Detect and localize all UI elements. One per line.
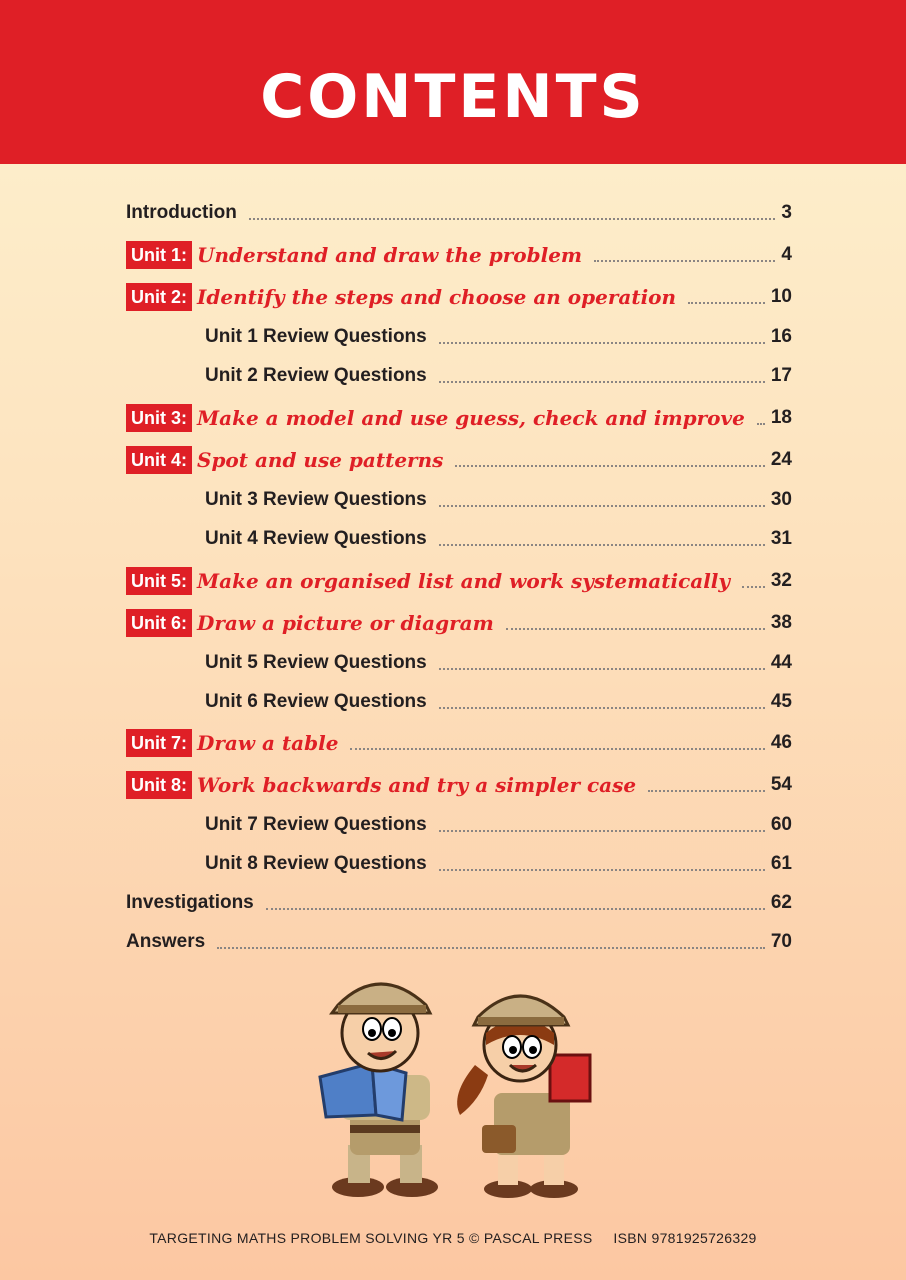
dot-leader [757, 423, 765, 425]
toc-page-number: 18 [770, 407, 792, 428]
toc-entry-section [126, 926, 792, 958]
toc-entry-unit [126, 239, 792, 271]
toc-entry-title: Answers [126, 931, 206, 952]
toc-page-number: 44 [770, 652, 792, 673]
page-title: CONTENTS [260, 62, 646, 132]
toc-page-number: 60 [770, 814, 792, 835]
girl-explorer-icon [457, 996, 590, 1198]
toc-entry-review [205, 523, 792, 555]
dot-leader [350, 748, 764, 750]
toc-page-number: 32 [770, 570, 792, 591]
dot-leader [455, 465, 764, 467]
dot-leader [742, 586, 765, 588]
dot-leader [648, 790, 765, 792]
dot-leader [506, 628, 765, 630]
toc-entry-title: Unit 6 Review Questions [205, 691, 427, 712]
toc-page-number: 61 [770, 853, 792, 874]
unit-badge: Unit 8: [126, 771, 192, 799]
unit-badge: Unit 4: [126, 446, 192, 474]
dot-leader [439, 381, 765, 383]
toc-entry-review [205, 321, 792, 353]
dot-leader [217, 947, 765, 949]
toc-entry-review [205, 848, 792, 880]
unit-badge: Unit 1: [126, 241, 192, 269]
dot-leader [266, 908, 765, 910]
unit-badge: Unit 5: [126, 567, 192, 595]
toc-entry-title: Make a model and use guess, check and improve [197, 406, 745, 430]
toc-page-number: 46 [770, 732, 792, 753]
toc-entry-review [205, 360, 792, 392]
unit-badge: Unit 6: [126, 609, 192, 637]
toc-page-number: 10 [770, 286, 792, 307]
toc-entry-section [126, 197, 792, 229]
toc-page-number: 70 [770, 931, 792, 952]
toc-page-number: 17 [770, 365, 792, 386]
explorer-kids-reading-illustration [310, 965, 610, 1205]
toc-entry-title: Introduction [126, 202, 237, 223]
toc-page-number: 45 [770, 691, 792, 712]
toc-entry-title: Draw a table [197, 731, 339, 755]
toc-page-number: 31 [770, 528, 792, 549]
toc-entry-title: Work backwards and try a simpler case [197, 773, 637, 797]
toc-page-number: 62 [770, 892, 792, 913]
toc-entry-title: Unit 8 Review Questions [205, 853, 427, 874]
dot-leader [594, 260, 775, 262]
dot-leader [439, 830, 765, 832]
toc-entry-unit [126, 565, 792, 597]
toc-page-number: 16 [770, 326, 792, 347]
toc-entry-title: Understand and draw the problem [197, 243, 583, 267]
toc-page-number: 30 [770, 489, 792, 510]
toc-entry-title: Make an organised list and work systematically [197, 569, 731, 593]
toc-entry-unit [126, 444, 792, 476]
dot-leader [439, 544, 765, 546]
dot-leader [439, 668, 765, 670]
unit-badge: Unit 7: [126, 729, 192, 757]
toc-entry-review [205, 484, 792, 516]
toc-page-number: 54 [770, 774, 792, 795]
toc-entry-unit [126, 607, 792, 639]
toc-entry-title: Unit 3 Review Questions [205, 489, 427, 510]
toc-page-number: 4 [781, 244, 792, 265]
toc-entry-review [205, 809, 792, 841]
toc-entry-unit [126, 727, 792, 759]
boy-explorer-icon [320, 984, 438, 1197]
toc-entry-title: Unit 5 Review Questions [205, 652, 427, 673]
toc-entry-unit [126, 281, 792, 313]
footer-publisher-info: TARGETING MATHS PROBLEM SOLVING YR 5 © PASCAL PRESS ISBN 9781925726329 [149, 1230, 757, 1246]
toc-entry-review [205, 647, 792, 679]
toc-entry-title: Spot and use patterns [197, 448, 444, 472]
dot-leader [439, 869, 765, 871]
toc-entry-title: Draw a picture or diagram [197, 611, 494, 635]
dot-leader [688, 302, 765, 304]
toc-entry-title: Investigations [126, 892, 254, 913]
toc-entry-title: Unit 4 Review Questions [205, 528, 427, 549]
toc-entry-title: Unit 2 Review Questions [205, 365, 427, 386]
toc-entry-title: Unit 1 Review Questions [205, 326, 427, 347]
toc-page-number: 24 [770, 449, 792, 470]
dot-leader [439, 342, 765, 344]
toc-entry-unit [126, 402, 792, 434]
dot-leader [439, 707, 765, 709]
toc-entry-title: Unit 7 Review Questions [205, 814, 427, 835]
toc-page-number: 38 [770, 612, 792, 633]
unit-badge: Unit 3: [126, 404, 192, 432]
dot-leader [439, 505, 765, 507]
toc-entry-unit [126, 769, 792, 801]
toc-entry-review [205, 686, 792, 718]
toc-page-number: 3 [781, 202, 792, 223]
unit-badge: Unit 2: [126, 283, 192, 311]
toc-entry-section [126, 887, 792, 919]
toc-entry-title: Identify the steps and choose an operation [197, 285, 677, 309]
dot-leader [249, 218, 776, 220]
